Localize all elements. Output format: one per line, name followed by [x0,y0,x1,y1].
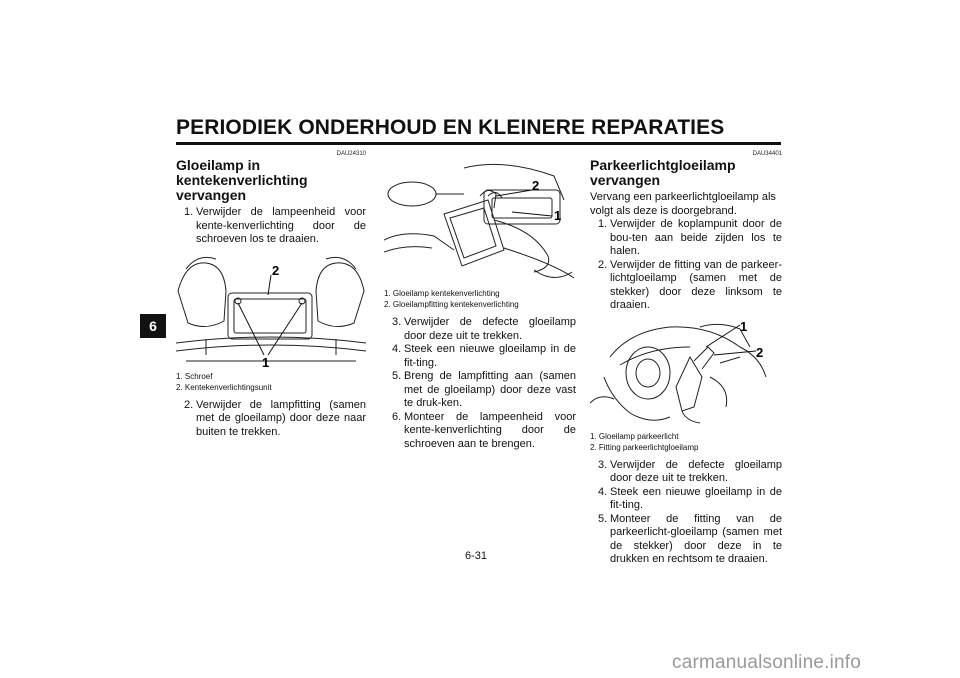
figure-label: 2 [272,262,280,278]
steps-list [590,459,782,567]
figure-label: 1 [554,208,562,223]
step-item [176,399,366,440]
caption-item: 1. Gloeilamp parkeerlicht [590,431,679,441]
step-number: 2. [184,398,194,411]
steps-list [590,218,782,313]
figure-captions [384,288,576,310]
column-2 [384,156,576,451]
step-item [384,370,576,411]
step-text: Steek een nieuwe gloeilamp in de fit-ting. [404,343,576,369]
section-heading-parking-lamp: Parkeerlichtgloeilamp vervangen [590,157,736,188]
step-item [590,218,782,259]
caption-item: 2. Fitting parkeerlichtgloeilamp [590,442,699,452]
figure-captions [590,431,782,453]
steps-list [384,316,576,451]
license-lamp-socket-illustration [384,160,576,286]
figure-label: 2 [756,344,764,360]
step-item [590,259,782,313]
figure-captions [176,371,366,393]
steps-list [176,399,366,440]
step-text: Monteer de lampeenheid voor kente-kenverlichting door de schroeven aan te brengen. [404,410,576,450]
step-number: 2. [598,258,608,271]
section-code: DAU24310 [336,151,366,157]
parking-lamp-illustration [590,317,782,429]
steps-list [176,206,366,247]
step-number: 3. [392,316,402,328]
heading-line-1: Gloeilamp in kentekenverlichting [176,157,308,188]
step-text: Monteer de fitting van de parkeerlicht-gloeilamp (samen met de stekker) door deze in te drukken en rechtsom te draaien. [610,512,782,565]
step-item [590,459,782,486]
step-text: Verwijder de defecte gloeilamp door deze uit te trekken. [610,458,782,484]
caption-item: 1. Schroef [176,371,213,381]
caption-item: 2. Gloeilampfitting kentekenverlichting [384,300,519,309]
page-title: PERIODIEK ONDERHOUD EN KLEINERE REPARATIES [176,116,725,139]
step-text: Verwijder de defecte gloeilamp door deze uit te trekken. [404,316,576,342]
step-number: 1. [598,218,608,230]
step-item [384,411,576,452]
column-3 [590,150,782,567]
chapter-tab: 6 [140,314,166,338]
step-number: 4. [392,343,402,355]
license-lamp-unit-illustration [176,251,366,369]
caption-item: 2. Kentekenverlichtingsunit [176,382,272,392]
section-code: DAU34401 [752,151,782,157]
figure-label: 1 [262,354,270,369]
section-heading-license-lamp [176,158,366,203]
step-text: Breng de lampfitting aan (samen met de gloeilamp) door deze vast te druk-ken. [404,370,576,409]
figure-label: 2 [532,178,540,193]
step-number: 6. [392,410,402,423]
step-item [384,316,576,343]
step-text: Verwijder de lampfitting (samen met de gloeilamp) door deze naar buiten te trekken. [196,398,366,438]
step-number: 4. [598,485,608,498]
page-number: 6-31 [465,550,488,562]
step-text: Verwijder de koplampunit door de bou-ten aan beide zijden los te halen. [610,218,782,257]
step-number: 3. [598,458,608,471]
step-text: Verwijder de lampeenheid voor kente-kenverlichting door de schroeven los te draaien. [196,206,366,245]
intro-paragraph: Vervang een parkeerlichtgloeilamp als volgt als deze is doorgebrand. [590,191,776,217]
step-number: 5. [392,370,402,382]
step-number: 5. [598,512,608,525]
step-number: 1. [184,206,194,218]
figure-label: 1 [740,318,748,334]
caption-item: 1. Gloeilamp kentekenverlichting [384,289,500,298]
step-text: Verwijder de fitting van de parkeer-lichtgloeilamp (samen met de stekker) door deze linksom te draaien. [610,258,782,311]
step-item [590,486,782,513]
column-1 [176,150,366,439]
step-item [590,513,782,567]
title-rule [176,142,781,145]
heading-line-2: vervangen [176,187,247,203]
step-text: Steek een nieuwe gloeilamp in de fit-ting. [610,485,782,511]
watermark-text: carmanualsonline.info [672,652,862,673]
step-item [176,206,366,247]
step-item [384,343,576,370]
